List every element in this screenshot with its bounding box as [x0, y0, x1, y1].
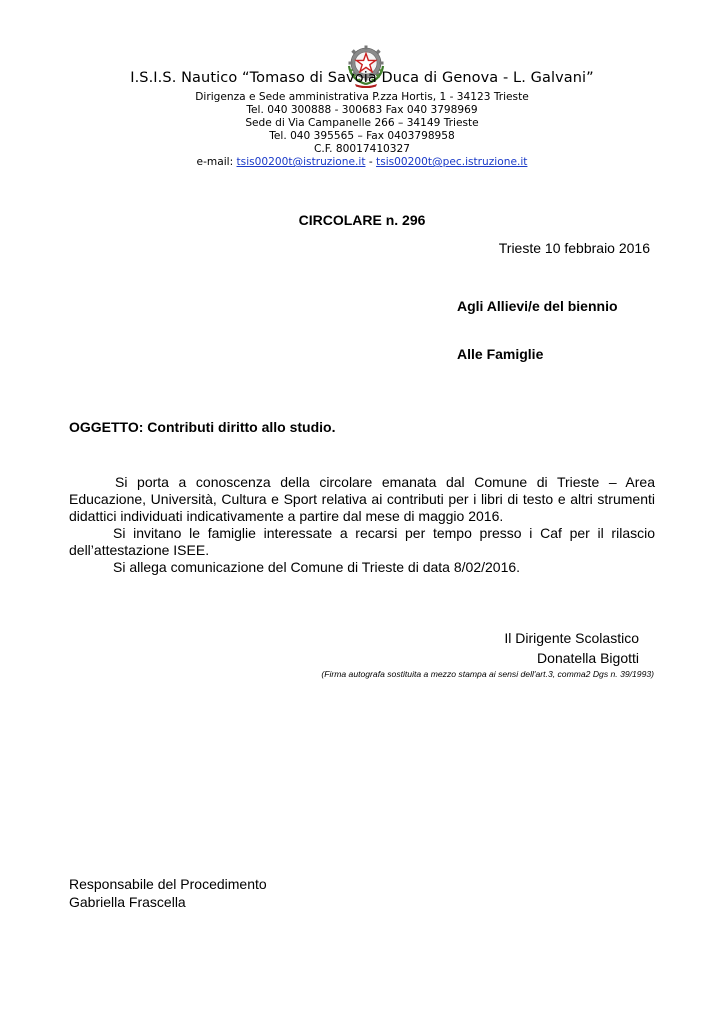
- signatory-name: Donatella Bigotti: [537, 650, 639, 666]
- document-date: Trieste 10 febbraio 2016: [498, 240, 650, 256]
- recipient-families: Alle Famiglie: [457, 346, 544, 362]
- letter-body: [69, 474, 655, 576]
- subject-line: OGGETTO: Contributi diritto allo studio.: [69, 419, 336, 435]
- body-paragraph-2: Si invitano le famiglie interessate a recarsi per tempo presso i Caf per il rilascio dell’attestazione ISEE.: [69, 525, 655, 558]
- email-separator: -: [365, 156, 377, 168]
- circular-number: CIRCOLARE n. 296: [298, 212, 426, 228]
- body-paragraph-1: Si porta a conoscenza della circolare emanata dal Comune di Trieste – Area Educazione, Università, Cultura e Sport relativa ai contributi per i libri di testo e altri strumenti didattici individuati indicativamente a partire dal mese di maggio 2016.: [69, 474, 655, 524]
- header-tax-code: C.F. 80017410327: [313, 143, 411, 155]
- signature-note: (Firma autografa sostituita a mezzo stampa ai sensi dell'art.3, comma2 Dgs n. 39/1993): [321, 669, 654, 679]
- signatory-role: Il Dirigente Scolastico: [504, 630, 639, 646]
- header-email-line: [0, 156, 724, 169]
- header-phone-secondary: Tel. 040 395565 – Fax 0403798958: [269, 130, 455, 142]
- responsible-name: Gabriella Frascella: [69, 894, 186, 910]
- institute-name: I.S.I.S. Nautico “Tomaso di Savoia Duca di Genova - L. Galvani”: [130, 70, 594, 86]
- header-address-main: Dirigenza e Sede amministrativa P.zza Hortis, 1 - 34123 Trieste: [195, 91, 529, 103]
- header-address-secondary: Sede di Via Campanelle 266 – 34149 Trieste: [245, 117, 479, 129]
- email-link-pec[interactable]: tsis00200t@pec.istruzione.it: [376, 156, 528, 168]
- recipient-students: Agli Allievi/e del biennio: [457, 298, 618, 314]
- email-link-istruzione[interactable]: tsis00200t@istruzione.it: [236, 156, 366, 168]
- body-paragraph-3: Si allega comunicazione del Comune di Trieste di data 8/02/2016.: [113, 559, 521, 575]
- header-phone-main: Tel. 040 300888 - 300683 Fax 040 3798969: [246, 104, 478, 116]
- email-label: e-mail:: [196, 156, 237, 168]
- responsible-label: Responsabile del Procedimento: [69, 876, 267, 892]
